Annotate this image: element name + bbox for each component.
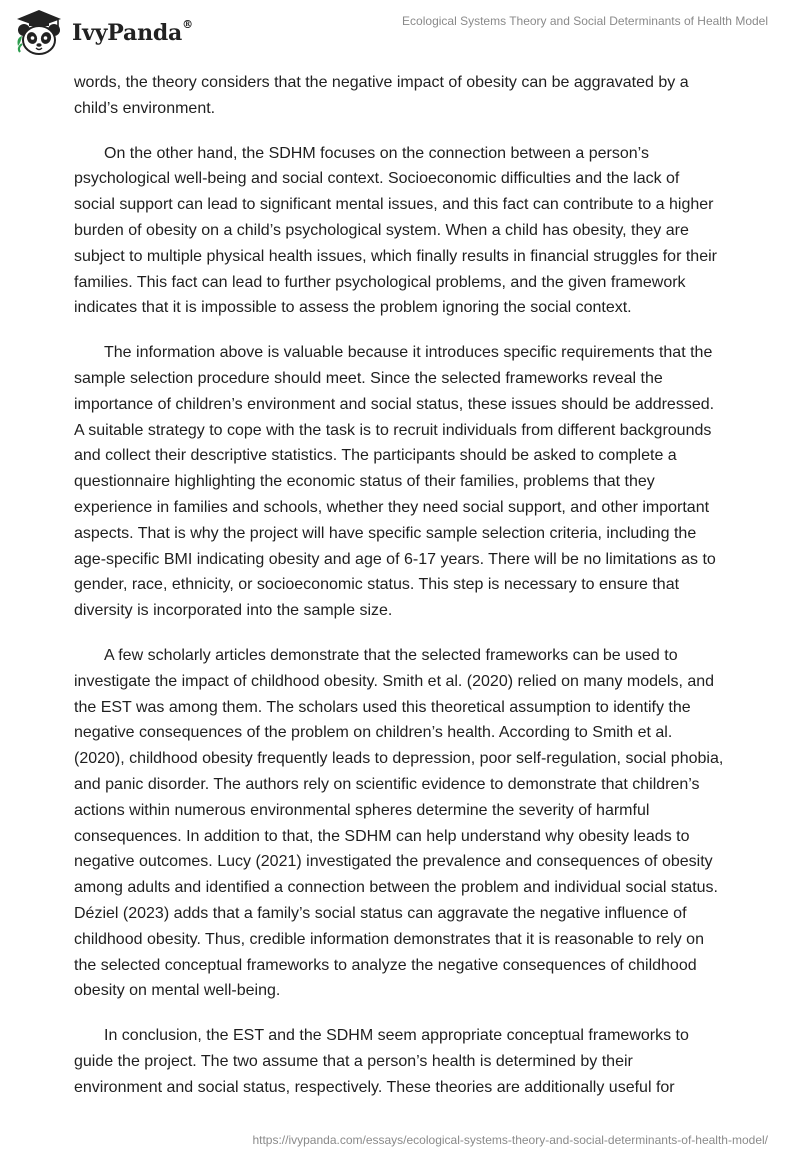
brand-name: IvyPanda® <box>72 18 193 46</box>
ivypanda-logo[interactable] <box>14 8 193 58</box>
registered-mark: ® <box>182 18 193 31</box>
paragraph-sample-selection: The information above is valuable because it introduces specific requirements that the sample selection procedure should meet. Since the selected frameworks reveal the importance of children’s environment and social status, these issues should be addressed. A suitable strategy to cope with the task is to recruit individuals from different backgrounds and collect their descriptive statistics. The participants should be asked to complete a questionnaire highlighting the economic status of their families, problems that they experience in families and schools, whether they need social support, and other important aspects. That is why the project will have specific sample selection criteria, including the age-specific BMI indicating obesity and age of 6-17 years. There will be no limitations as to gender, race, ethnicity, or socioeconomic status. This step is necessary to ensure that diversity is incorporated into the sample size. <box>74 344 716 620</box>
paragraph-conclusion: In conclusion, the EST and the SDHM seem appropriate conceptual frameworks to guide the project. The two assume that a person’s health is determined by their environment and social status, respectively. These theories are additionally useful for <box>74 1027 689 1096</box>
paragraph-sdhm: On the other hand, the SDHM focuses on the connection between a person’s psychological well-being and social context. Socioeconomic difficulties and the lack of social support can lead to significant mental issues, and this fact can contribute to a higher burden of obesity on a child’s psychological system. When a child has obesity, they are subject to multiple physical health issues, which finally results in financial struggles for their families. This fact can lead to further psychological problems, and the given framework indicates that it is impossible to assess the problem ignoring the social context. <box>74 144 717 317</box>
page-header <box>0 0 800 70</box>
essay-body <box>74 70 724 1119</box>
panda-graduate-icon <box>14 8 64 58</box>
paragraph-scholarly-articles: A few scholarly articles demonstrate that the selected frameworks can be used to investigate the impact of childhood obesity. Smith et al. (2020) relied on many models, and the EST was among them. The scholars used this theoretical assumption to identify the negative consequences of the problem on children’s health. According to Smith et al. (2020), childhood obesity frequently leads to depression, poor self-regulation, social phobia, and panic disorder. The authors rely on scientific evidence to demonstrate that children’s actions within numerous environmental spheres determine the severity of harmful consequences. In addition to that, the SDHM can help understand why obesity leads to negative outcomes. Lucy (2021) investigated the prevalence and consequences of obesity among adults and identified a connection between the problem and individual social status. Déziel (2023) adds that a family’s social status can aggravate the negative influence of childhood obesity. Thus, credible information demonstrates that it is reasonable to rely on the selected conceptual frameworks to analyze the negative consequences of childhood obesity on mental well-being. <box>74 646 724 1000</box>
document-title: Ecological Systems Theory and Social Determinants of Health Model <box>402 14 768 28</box>
paragraph-continued: words, the theory considers that the negative impact of obesity can be aggravated by a child’s environment. <box>74 74 689 117</box>
source-url[interactable]: https://ivypanda.com/essays/ecological-systems-theory-and-social-determinants-of-health-model/ <box>252 1133 768 1147</box>
